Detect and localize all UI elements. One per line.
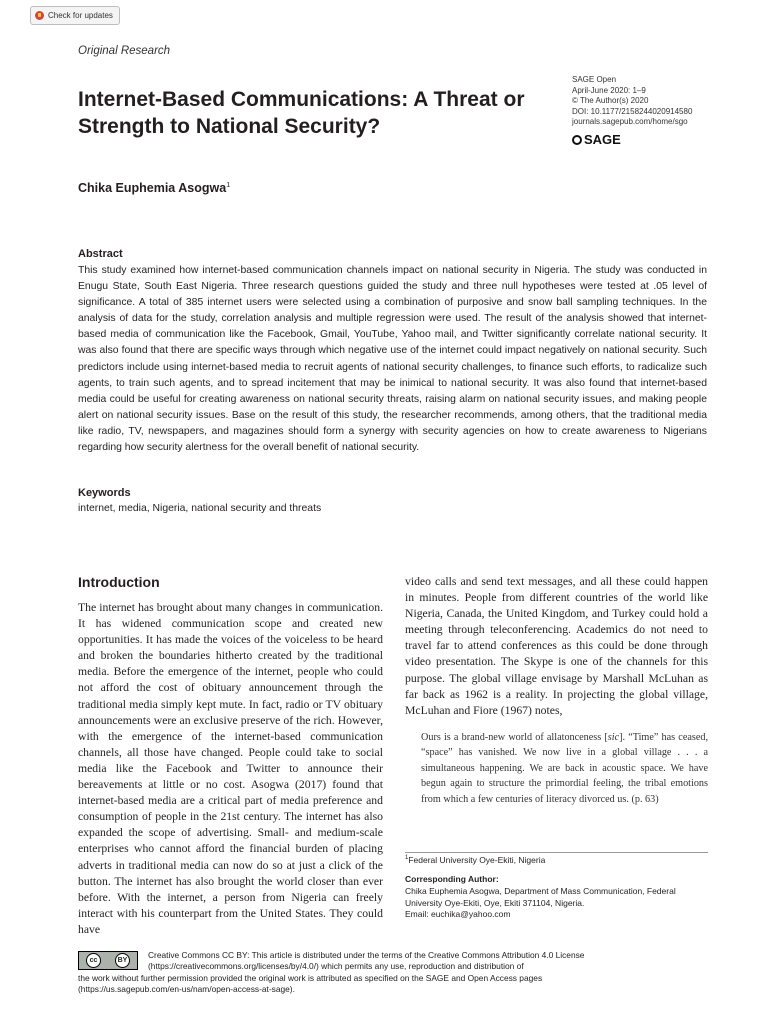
sage-logo-icon [572,135,582,145]
sage-logo [572,132,621,147]
corresponding-email[interactable]: Email: euchika@yahoo.com [405,909,511,920]
affiliation-mark: 1 [405,855,409,862]
check-for-updates-icon [35,11,44,20]
creative-commons-icon: cc [86,953,101,968]
quote-text-end: ]. “Time” has ceased, “space” has vanished. We now live in a global village . . . a simultaneous happening. We are back in acoustic space. We have begun again to structure the primordial feeling, the tribal emotions from which a few centuries of literacy divorced us. (p. 63) [421,732,708,805]
introduction-column-1: The internet has brought about many changes in communication. It has widened communication scope and created new opportunities. It has made the voices of the voiceless to be heard and broken the boundaries hitherto created by the traditional media. Before the emergence of the internet, people who could not afford the cost of obituary announcement through the traditional media simply kept mute. In fact, radio or TV obituary announcements were an exclusive preserve of the rich. However, with the emergence of the internet-based communication channels, all those have changed. People could take to social media like the Facebook and Twitter to announce their bereavements at little or no cost. Asogwa (2017) found that internet-based media are a critical part of media preference and consumption of people in the 21st century. The internet has also expanded the scope of advertising. Small- and medium-scale enterprises who cannot afford the financial burden of placing adverts in traditional media can now do so at just a click of the button. The internet has also brought the world closer than ever before. With the internet, a person from Nigeria can freely interact with his counterpart from the United States. They could have [78,601,383,936]
keywords-heading: Keywords [78,487,131,499]
keywords-text: internet, media, Nigeria, national security and threats [78,503,322,514]
journal-name: SAGE Open [572,75,617,84]
corresponding-line: Chika Euphemia Asogwa, Department of Mass Communication, Federal [405,885,676,896]
author [78,181,230,195]
article-title: Internet-Based Communications: A Threat or Strength to National Security? [78,88,525,138]
corresponding-line: University Oye-Ekiti, Oye, Ekiti 371104, Nigeria. [405,897,585,908]
introduction-heading: Introduction [78,574,160,590]
corresponding-label: Corresponding Author: [405,874,499,884]
abstract-text: This study examined how internet-based communication channels impact on national security in Nigeria. The study was conducted in Enugu State, South East Nigeria. Three research questions guided the study and three null hypotheses were tested at .05 level of significance. A total of 385 internet users were selected using a combination of purposive and snow ball sampling techniques. In the analysis of data for the study, correlation analysis and multiple regression were used. The result of the analysis showed that internet-based media of communication like the Facebook, Gmail, YouTube, Yahoo mail, and Twitter significantly correlate national security. It was also found that there are specific ways through which negative use of the internet could impact negatively on national security. Such predictors include using internet-based media to recruit agents of national security challenges, to finance such efforts, to radicalize such agents, to train such agents, and to spread incitement that may be inimical to national security. It was also found that internet-based media could be useful for creating awareness on national security threats, raising alarm on national security issues, and making people alert on national security issues. Base on the result of this study, the researcher recommends, among others, that the traditional media like radio, TV, newspapers, and magazines should form a synergy with security agencies on how to create awareness to Nigerians regarding how security alertness for the overall benefit of national security. [78,265,707,454]
affiliation-text: Federal University Oye-Ekiti, Nigeria [408,855,546,865]
attribution-icon: BY [115,953,130,968]
check-for-updates-label: Check for updates [48,11,113,20]
quote-text-start: Ours is a brand-new world of allatonceness [ [421,732,608,743]
journal-meta [572,75,692,128]
journal-url[interactable]: journals.sagepub.com/home/sgo [572,117,688,127]
author-affiliation-mark: 1 [226,181,231,189]
license-line: (https://us.sagepub.com/en-us/nam/open-access-at-sage). [78,984,295,995]
license-line: the work without further permission provided the original work is attributed as specified on the SAGE and Open Access pages [78,972,543,983]
cc-by-badge[interactable] [78,951,138,970]
sage-logo-text: SAGE [584,132,621,147]
block-quote [421,730,708,807]
journal-doi[interactable]: DOI: 10.1177/2158244020914580 [572,106,693,116]
quote-sic: sic [607,732,620,743]
corresponding-author [405,874,708,921]
journal-copyright: © The Author(s) 2020 [572,96,649,106]
license-line: Creative Commons CC BY: This article is distributed under the terms of the Creative Commons Attribution 4.0 License [148,950,585,960]
affiliation-footnote [405,852,708,865]
introduction-column-2: video calls and send text messages, and all these could happen in minutes. People from different countries of the world like Nigeria, Canada, the United Kingdom, and Turkey could hold a meeting through teleconferencing. Academics do not need to travel far to attend conferences as this could be done through video presentation. The Skype is one of the channels for this purpose. The global village envisage by Marshall McLuhan as far back as 1962 is a reality. In projecting the global village, McLuhan and Fiore (1967) notes, [405,575,708,717]
license-notice [78,950,708,996]
check-for-updates-button[interactable] [30,6,120,25]
journal-issue: April-June 2020: 1–9 [572,85,646,95]
abstract-heading: Abstract [78,248,123,260]
article-category: Original Research [78,45,171,57]
author-name: Chika Euphemia Asogwa [78,181,227,195]
license-line: (https://creativecommons.org/licenses/by/4.0/) which permits any use, reproduction and distribution of [148,961,524,972]
